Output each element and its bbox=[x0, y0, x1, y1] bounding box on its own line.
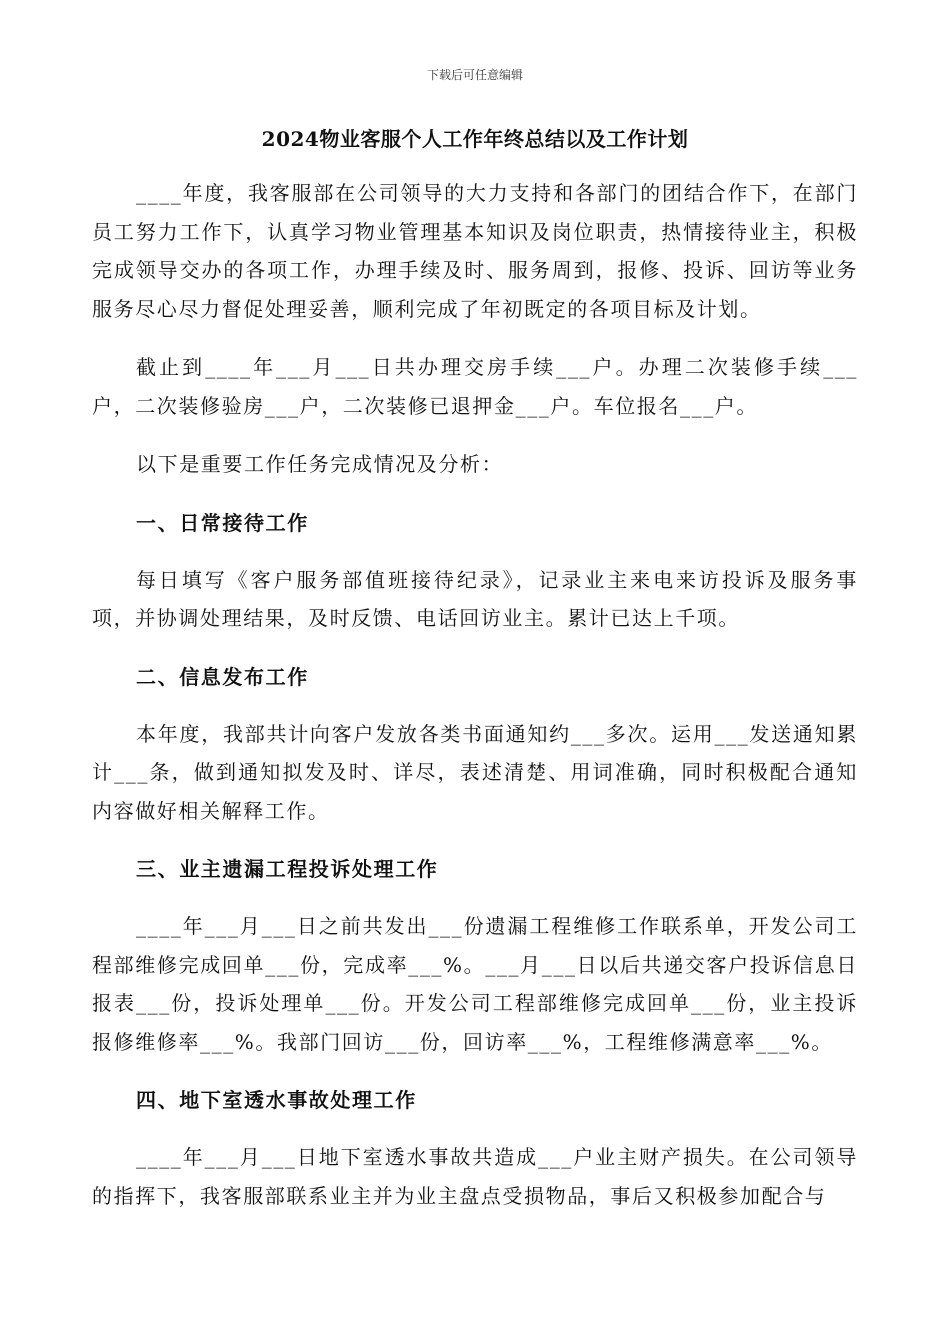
paragraph-stats: 截止到____年___月___日共办理交房手续___户。办理二次装修手续___户，二次装修验房___户，二次装修已退押金___户。车位报名___户。 bbox=[92, 355, 858, 418]
heading-info-release: 二、信息发布工作 bbox=[136, 664, 309, 689]
paragraph-reception: 每日填写《客户服务部值班接待纪录》，记录业主来电来访投诉及服务事项，并协调处理结果，及时反馈、电话回访业主。累计已达上千项。 bbox=[92, 567, 858, 630]
heading-daily-reception: 一、日常接待工作 bbox=[136, 510, 309, 535]
paragraph-intro: ____年度，我客服部在公司领导的大力支持和各部门的团结合作下，在部门员工努力工作下，认真学习物业管理基本知识及岗位职责，热情接待业主，积极完成领导交办的各项工作，办理手续及时、服务周到，报修、投诉、回访等业务服务尽心尽力督促处理妥善，顺利完成了年初既定的各项目标及计划。 bbox=[92, 181, 858, 321]
paragraph-complaint: ____年___月___日之前共发出___份遗漏工程维修工作联系单，开发公司工程部维修完成回单___份，完成率___%。___月___日以后共递交客户投诉信息日报表___份，投诉处理单___份。开发公司工程部维修完成回单___份，业主投诉报修维修率___%。我部门回访___份，回访率___%，工程维修满意率___%。 bbox=[92, 914, 858, 1054]
paragraph-lead: 以下是重要工作任务完成情况及分析： bbox=[136, 452, 504, 476]
paragraph-basement: ____年___月___日地下室透水事故共造成___户业主财产损失。在公司领导的指挥下，我客服部联系业主并为业主盘点受损物品，事后又积极参加配合与 bbox=[92, 1145, 858, 1208]
heading-complaint-handling: 三、业主遗漏工程投诉处理工作 bbox=[136, 857, 439, 881]
header-note: 下载后可任意编辑 bbox=[426, 68, 523, 82]
paragraph-notice: 本年度，我部共计向客户发放各类书面通知约___多次。运用___发送通知累计___条，做到通知拟发及时、详尽，表述清楚、用词准确，同时积极配合通知内容做好相关解释工作。 bbox=[92, 721, 858, 823]
document-title: 2024物业客服个人工作年终总结以及工作计划 bbox=[261, 127, 689, 151]
heading-basement-incident: 四、地下室透水事故处理工作 bbox=[136, 1088, 417, 1112]
document-body bbox=[92, 174, 858, 1235]
